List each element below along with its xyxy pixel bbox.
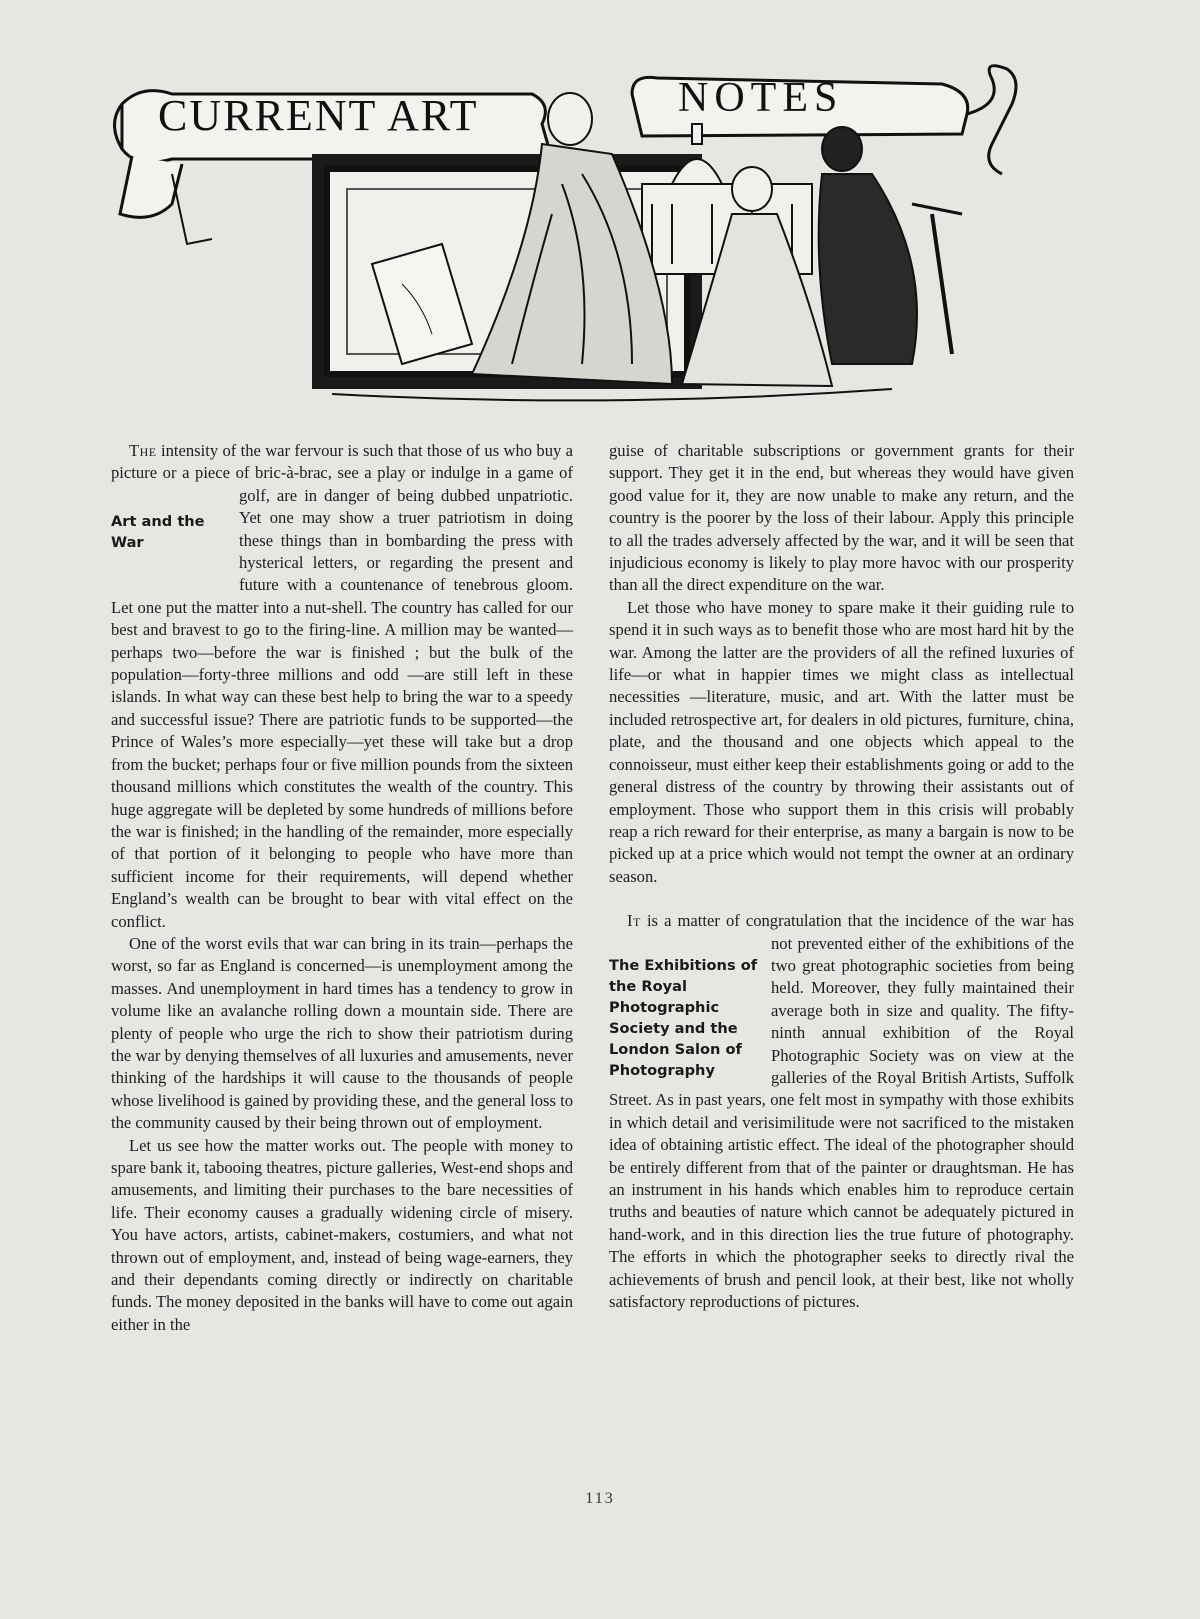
paragraph (111, 440, 573, 933)
paragraph: One of the worst evils that war can bring in its train—perhaps the worst, so far as England is concerned—is unemployment among the masses. And unemployment in hard times has a tendency to grow in volume like an avalanche rolling down a mountain side. There are plenty of people who urge the rich to show their patriotism during the war by denying themselves of all luxuries and amusements, never thinking of the hardships it will cause to the thousands of people whose livelihood is gained by providing these, and the general loss to the community caused by their being thrown out of employment. (111, 933, 573, 1133)
paragraph (609, 910, 1074, 1313)
paragraph-text: of being dubbed unpatriotic. Yet one may show a truer patriotism in doing these things than in bombarding the press with hysterical letters, or regarding the present and future with a countenance of tenebrous gloom. Let one put the matter into a nut-shell. The country has called for our best and bravest to go to the firing-line. A million may be wanted—perhaps two—before the war is finished ; but the bulk of the population—forty-three millions and odd —are still left in these islands. In what way can these best help to bring the war to a speedy and successful issue? There are patriotic funds to be supported—the Prince of Wales’s more especially—yet these will take but a drop from the bucket; perhaps four or five million pounds from the sixteen thousand millions which constitutes the wealth of the country. This huge aggregate will be depleted by some hundreds of millions before the war is finished; in the handling of the remainder, more especially of that portion of it belonging to people who have more than sufficient income for their requirements, will depend whether England’s wealth can be brought to bear with vital effect on the conflict. (111, 485, 573, 931)
paragraph-text: intensity of the war fervour is such that those of us who buy a picture or a piece of bric-à-brac, see a play or indulge in a game of golf, are in danger (111, 441, 573, 505)
paragraph: Let those who have money to spare make it their guiding rule to spend it in such ways as to benefit those who are most hard hit by the war. Among the latter are the providers of all the refined luxuries of life—or what in happier times we might class as intellectual necessities —literature, music, and art. With the latter must be included retrospective art, for dealers in old pictures, furniture, china, plate, and the thousand and one objects which appeal to the connoisseur, must either keep their establishments going or add to the general distress of the country by throwing their assistants out of employment. Those who support them in this crisis will probably reap a rich reward for their enterprise, as many a bargain is now to be picked up at a price which would not tempt the owner at an ordinary season. (609, 597, 1074, 886)
left-column (111, 440, 573, 1336)
sidenote-art-and-the-war: Art and the War (111, 512, 205, 551)
figure-seated (819, 127, 962, 364)
sidenote-exhibitions: The Exhibitions of the Royal Photographic Society and the London Salon of Photography (609, 956, 758, 1079)
drop-lead-word: It (627, 911, 641, 931)
paragraph-text: is a matter of congratulation that the incidence of the war has not prevented either of the exhibitions of (646, 911, 1074, 953)
page-number: 113 (585, 1490, 615, 1507)
banner-title-right: NOTES (678, 75, 844, 121)
drop-lead-word: The (129, 441, 157, 460)
paragraph: Let us see how the matter works out. The people with money to spare bank it, tabooing theatres, picture galleries, West-end shops and amusements, and limiting their purchases to the bare necessities of life. Their economy causes a gradually widening circle of misery. You have actors, artists, cabinet-makers, costumiers, and what not thrown out of employment, and, instead of being wage-earners, they and their dependants coming directly or indirectly on charitable funds. The money deposited in the banks will have to come out again either in the (111, 1135, 573, 1334)
right-column (609, 440, 1074, 1313)
ribbon-tail-left (120, 156, 182, 217)
paragraph-text: the two great photographic societies from being held. Moreover, they fully maintained their average both in size and quality. The fifty-ninth annual exhibition of the Royal Photographic Society was on view at the galleries of the Royal British Artists, Suffolk Street. As in past years, one felt most in sympathy with those exhibits in which detail and verisimilitude were not sacrificed to the mistaken idea of obtaining artistic effect. The ideal of the photographer should be entirely different from that of the painter or draughtsman. He has an instrument in his hands which enables him to reproduce certain truths and beauties of nature which cannot be adequately pictured in hand-work, and in this direction lies the true future of photography. The efforts in which the photographer seeks to directly rival the achievements of brush and pencil look, at their best, like not wholly satisfactory reproductions of pictures. (609, 933, 1075, 1312)
header-illustration (112, 64, 1112, 414)
paragraph: guise of charitable subscriptions or government grants for their support. They get it in the end, but whereas they would have given good value for it, they are now unable to make any return, and the country is the poorer by the loss of their labour. Apply this principle to all the trades adversely affected by the war, and it will be seen that injudicious economy is likely to play more havoc with our prosperity than all the direct expenditure on the war. (609, 441, 1074, 595)
banner-title-left: CURRENT ART (158, 91, 479, 140)
ribbon-curl-right (967, 66, 1016, 174)
